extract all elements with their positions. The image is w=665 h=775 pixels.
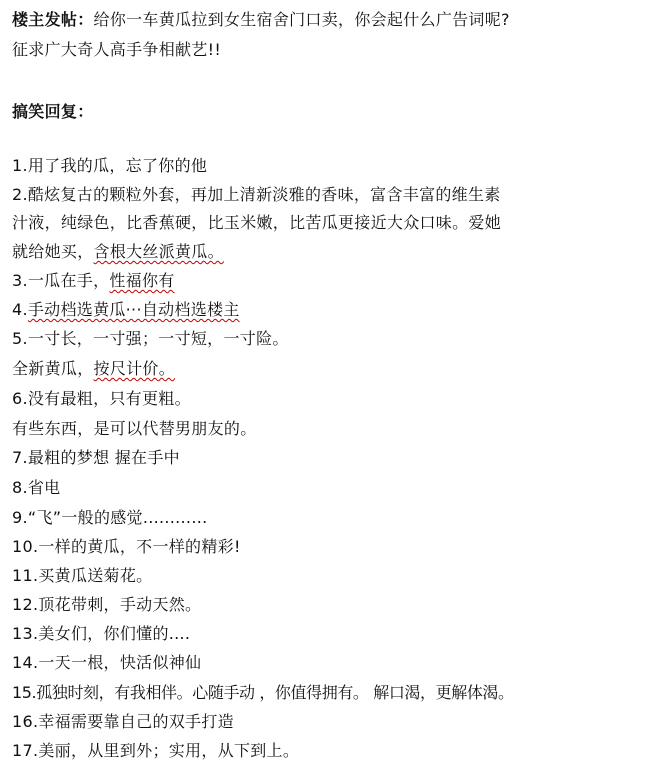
reply-line: [12, 299, 240, 321]
reply-line: 16.幸福需要靠自己的双手打造: [12, 712, 234, 731]
reply-text-underlined: 性福你有: [109, 271, 175, 290]
post-label: 楼主发帖：: [12, 10, 94, 29]
reply-line: 13.美女们，你们懂的....: [12, 624, 191, 643]
post-subtitle-text: 征求广大奇人高手争相献艺!!: [12, 40, 222, 59]
reply-line: 汁液，纯绿色，比香蕉硬，比玉米嫩，比苦瓜更接近大众口味。爱她: [12, 213, 502, 232]
reply-line: 11.买黄瓜送菊花。: [12, 566, 153, 585]
reply-text: 3.一瓜在手，: [12, 271, 110, 290]
reply-line: 17.美丽，从里到外；实用，从下到上。: [12, 741, 300, 760]
reply-line: 7.最粗的梦想 握在手中: [12, 448, 180, 467]
post-line-1: [12, 9, 510, 31]
reply-line: 1.用了我的瓜，忘了你的他: [12, 156, 208, 175]
reply-line: 14.一天一根，快活似神仙: [12, 653, 202, 672]
reply-line: [12, 270, 175, 292]
reply-line: 有些东西，是可以代替男朋友的。: [12, 419, 257, 438]
reply-line: 2.酷炫复古的颗粒外套，再加上清新淡雅的香味，富含丰富的维生素: [12, 185, 501, 204]
reply-text: 4.: [12, 300, 28, 319]
reply-text: 全新黄瓜，: [12, 359, 94, 378]
reply-line: 8.省电: [12, 478, 61, 497]
reply-line: 15.孤独时刻，有我相伴。心随手动 ，你值得拥有。 解口渴，更解体渴。: [12, 683, 514, 702]
post-line-2: [12, 39, 221, 61]
reply-line: [12, 358, 175, 380]
reply-line: 6.没有最粗，只有更粗。: [12, 389, 191, 408]
reply-text-underlined: 手动档选黄瓜···自动档选楼主: [27, 300, 240, 319]
post-title-text: 给你一车黄瓜拉到女生宿舍门口卖，你会起什么广告词呢?: [93, 10, 510, 29]
reply-text-underlined: 含根大丝派黄瓜。: [93, 242, 224, 261]
reply-line: [12, 241, 224, 263]
reply-line: 5.一寸长，一寸强；一寸短，一寸险。: [12, 329, 289, 348]
reply-text-underlined: 按尺计价。: [93, 359, 176, 378]
reply-line: 12.顶花带刺，手动天然。: [12, 595, 202, 614]
reply-line: 9.“飞”一般的感觉............: [12, 508, 208, 527]
reply-text: 就给她买，: [12, 242, 94, 261]
replies-heading: 搞笑回复：: [12, 102, 94, 121]
reply-line: 10.一样的黄瓜，不一样的精彩!: [12, 537, 241, 556]
